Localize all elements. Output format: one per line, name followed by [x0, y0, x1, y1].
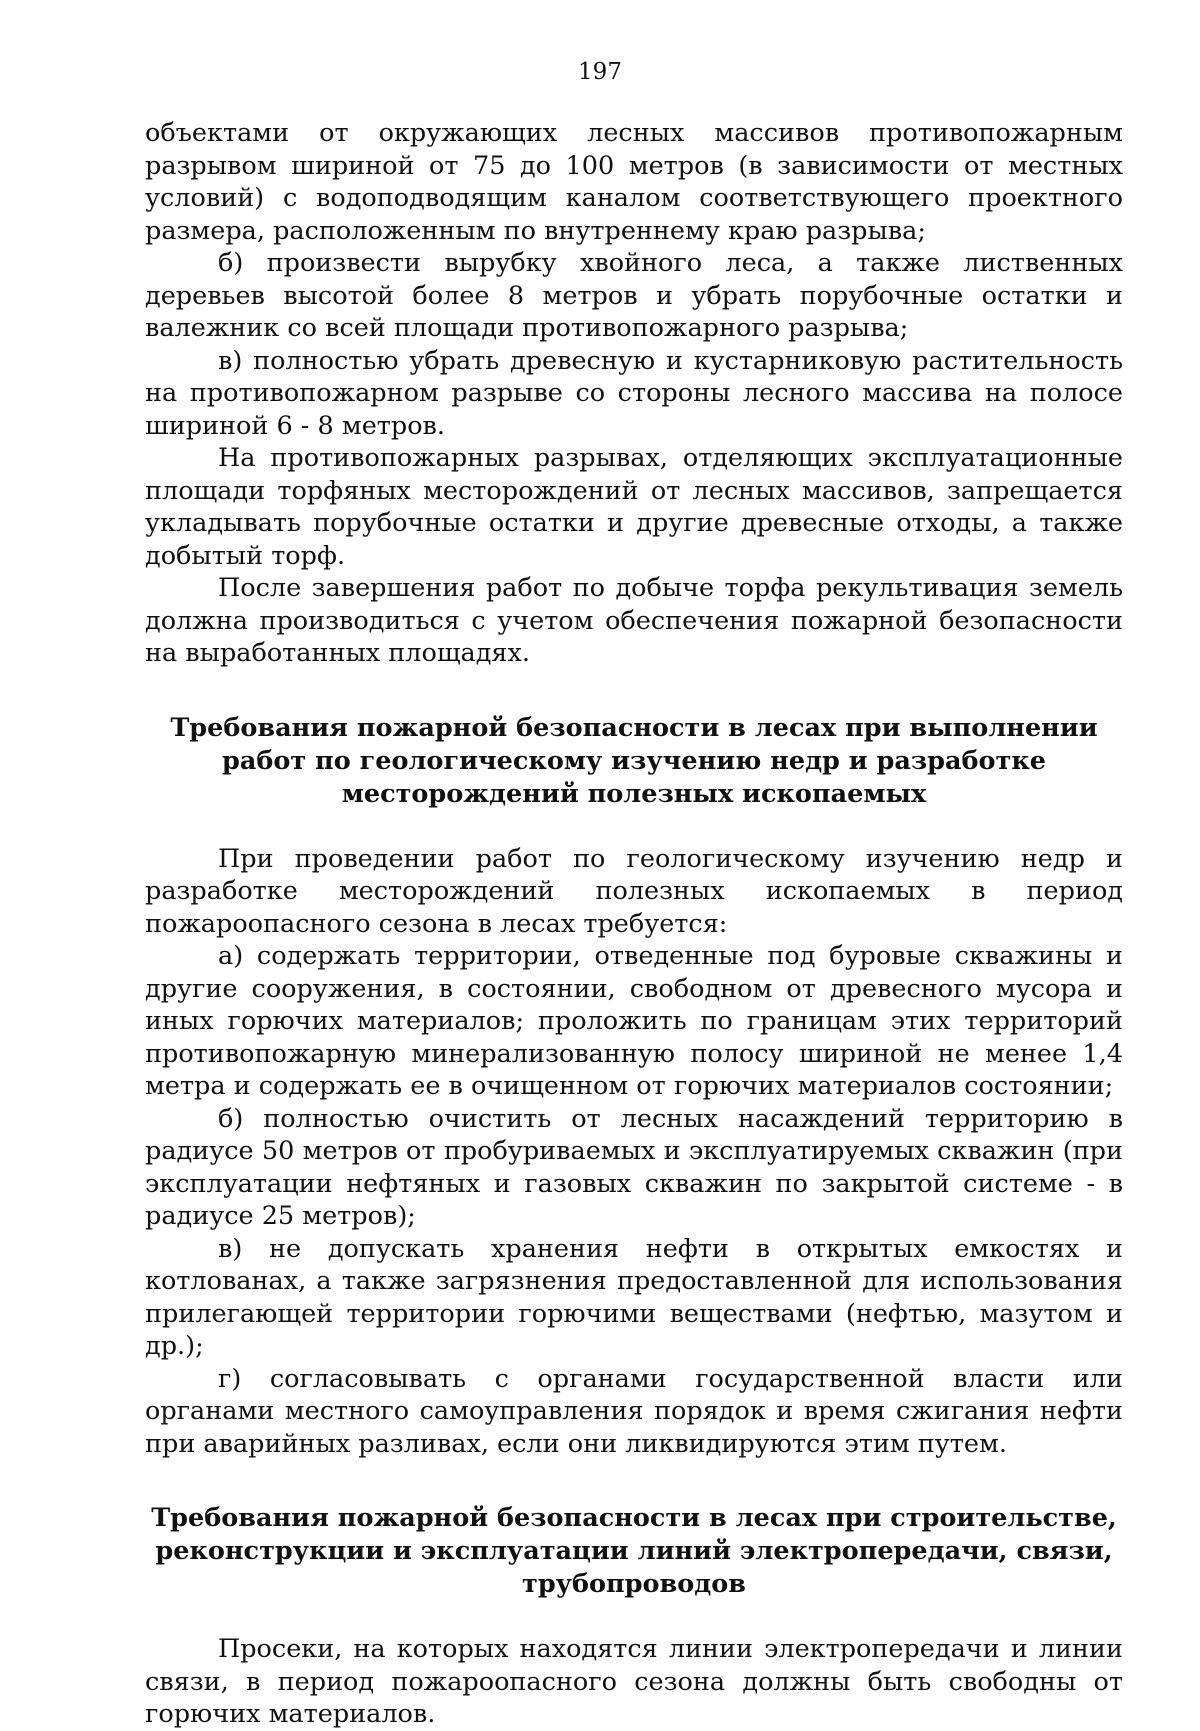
paragraph: объектами от окружающих лесных массивов противопожарным разрывом шириной от 75 до 100 метров (в зависимости от местных условий) с водоподводящим каналом соответствующего проектного размера, расположенным по внутреннему краю разрыва;: [145, 118, 1123, 246]
spacer: [145, 811, 1123, 843]
section-heading-geology: Требования пожарной безопасности в лесах при выполнении работ по геологическому изучению недр и разработке месторождений полезных ископаемых: [170, 712, 1098, 809]
paragraph: Просеки, на которых находятся линии электропередачи и линии связи, в период пожароопасного сезона должны быть свободны от горючих материалов.: [145, 1634, 1123, 1729]
paragraph-item-b: б) произвести вырубку хвойного леса, а также лиственных деревьев высотой более 8 метров и убрать порубочные остатки и валежник со всей площади противопожарного разрыва;: [145, 248, 1123, 343]
document-body: [145, 117, 1123, 1731]
paragraph: На противопожарных разрывах, отделяющих эксплуатационные площади торфяных месторождений от лесных массивов, запрещается укладывать порубочные остатки и другие древесные отходы, а также добытый торф.: [145, 443, 1123, 571]
paragraph-item-b: б) полностью очистить от лесных насаждений территорию в радиусе 50 метров от пробуриваемых и эксплуатируемых скважин (при эксплуатации нефтяных и газовых скважин по закрытой системе - в радиусе 25 метров);: [145, 1103, 1123, 1231]
paragraph-item-v: в) не допускать хранения нефти в открытых емкостях и котлованах, а также загрязнения предоставленной для использования прилегающей территории горючими веществами (нефтью, мазутом и др.);: [145, 1233, 1123, 1361]
spacer: [145, 1601, 1123, 1633]
spacer: [145, 1460, 1123, 1502]
paragraph-item-a: а) содержать территории, отведенные под буровые скважины и другие сооружения, в состоянии, свободном от древесного мусора и иных горючих материалов; проложить по границам этих территорий противопожарную минерализованную полосу шириной не менее 1,4 метра и содержать ее в очищенном от горючих материалов состоянии;: [145, 941, 1123, 1101]
paragraph: При проведении работ по геологическому изучению недр и разработке месторождений полезных ископаемых в период пожароопасного сезона в лесах требуется:: [145, 843, 1123, 939]
paragraph: После завершения работ по добыче торфа рекультивация земель должна производиться с учетом обеспечения пожарной безопасности на выработанных площадях.: [145, 573, 1123, 668]
page-number: 197: [578, 59, 622, 85]
paragraph-item-g: г) согласовывать с органами государственной власти или органами местного самоуправления порядок и время сжигания нефти при аварийных разливах, если они ликвидируются этим путем.: [145, 1363, 1123, 1459]
paragraph-item-v: в) полностью убрать древесную и кустарниковую растительность на противопожарном разрыве со стороны лесного массива на полосе шириной 6 - 8 метров.: [145, 345, 1123, 441]
spacer: [145, 670, 1123, 712]
section-heading-power-lines: Требования пожарной безопасности в лесах при строительстве, реконструкции и эксплуатации линий электропередачи, связи, трубопроводов: [151, 1503, 1117, 1599]
